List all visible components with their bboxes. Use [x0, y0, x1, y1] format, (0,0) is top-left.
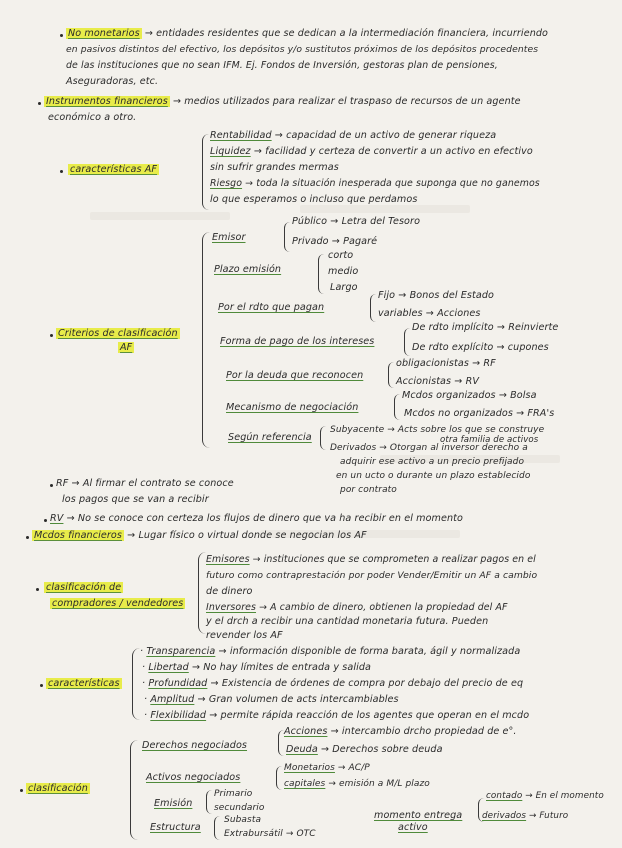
instrumentos-line1: Instrumentos financieros → medios utilizados para realizar el traspaso de recursos de un agente [46, 96, 521, 107]
clasificacion-label: clasificación [28, 783, 88, 794]
ref-derivados3: en un ucto o durante un plazo establecido [336, 471, 531, 481]
bleed-through [300, 205, 470, 213]
clasif-compradores-label1: clasificación de [46, 582, 122, 593]
libertad-row: · Libertad → No hay límites de entrada y salida [142, 662, 372, 673]
emisores-row3: de dinero [206, 586, 253, 597]
flexibilidad-row: · Flexibilidad → permite rápida reacción de los agentes que operan en el mcdo [144, 710, 530, 721]
bullet [50, 484, 53, 487]
riesgo-row2: lo que esperamos o incluso que perdamos [210, 194, 418, 205]
activos-negociados: Activos negociados [146, 772, 241, 783]
no-monetarios-line2: en pasivos distintos del efectivo, los depósitos y/o sustitutos próximos de los depósitos procedentes [66, 44, 539, 55]
criterio-forma-pago: Forma de pago de los intereses [220, 336, 375, 347]
brace [394, 394, 400, 420]
derechos-deuda: Deuda → Derechos sobre deuda [286, 744, 443, 755]
emision-secundario: secundario [214, 803, 265, 813]
brace [132, 648, 140, 720]
brace [198, 552, 206, 634]
plazo-largo: Largo [330, 282, 358, 293]
ref-derivados4: por contrato [340, 485, 397, 495]
plazo-corto: corto [328, 250, 354, 261]
bullet [20, 789, 23, 792]
riesgo-row: Riesgo → toda la situación inesperada que suponga que no ganemos [210, 178, 540, 189]
bullet [44, 519, 47, 522]
estructura: Estructura [150, 822, 201, 833]
inversores-row: Inversores → A cambio de dinero, obtienen la propiedad del AF [206, 602, 508, 613]
brace [130, 740, 139, 840]
brace [276, 766, 282, 790]
emisores-row: Emisores → instituciones que se comprometen a realizar pagos en el [206, 554, 536, 565]
mercados-line1: Mcdos financieros → Lugar físico o virtual donde se negocian los AF [34, 530, 367, 541]
rf-line1: RF → Al firmar el contrato se conoce [56, 478, 234, 489]
momento-entrega2: activo [398, 822, 428, 833]
profundidad-row: · Profundidad → Existencia de órdenes de compra por debajo del precio de eq [142, 678, 524, 689]
activos-capitales: capitales → emisión a M/L plazo [284, 779, 430, 789]
brace [404, 328, 410, 356]
pago-implicito: De rdto implícito → Reinvierte [412, 322, 559, 333]
plazo-medio: medio [328, 266, 359, 277]
criterio-deuda: Por la deuda que reconocen [226, 370, 364, 381]
rf-line2: los pagos que se van a recibir [62, 494, 209, 505]
clasif-compradores-label2: compradores / vendedores [52, 598, 184, 609]
brace [318, 254, 324, 294]
criterio-mecanismo: Mecanismo de negociación [226, 402, 359, 413]
inversores-row2: y el drch a recibir una cantidad monetaria futura. Pueden [206, 616, 489, 627]
rdto-variables: variables → Acciones [378, 308, 481, 319]
no-monetarios-line3: de las instituciones que no sean IFM. Ej. Fondos de Inversión, gestoras plan de pensiones, [66, 60, 498, 71]
criterios-label1: Criterios de clasificación [58, 328, 178, 339]
bullet [26, 536, 29, 539]
brace [320, 426, 326, 450]
emision-primario: Primario [214, 789, 253, 799]
brace [214, 816, 220, 840]
deuda-accionistas: Accionistas → RV [396, 376, 480, 387]
estructura-extrabursatil: Extrabursátil → OTC [224, 829, 316, 839]
activos-monetarios: Monetarios → AC/P [284, 763, 370, 773]
criterio-segun-ref: Según referencia [228, 432, 312, 443]
brace [206, 790, 212, 814]
amplitud-row: · Amplitud → Gran volumen de acts intercambiables [144, 694, 399, 705]
rv-line1: RV → No se conoce con certeza los flujos de dinero que va ha recibir en el momento [50, 513, 464, 524]
no-monetarios-line4: Aseguradoras, etc. [66, 76, 159, 87]
emision: Emisión [154, 798, 193, 809]
derechos-acciones: Acciones → intercambio drcho propiedad de e°. [284, 726, 517, 737]
emisor-publico: Público → Letra del Tesoro [292, 216, 421, 227]
rdto-fijo: Fijo → Bonos del Estado [378, 290, 494, 301]
criterio-rdto: Por el rdto que pagan [218, 302, 325, 313]
criterio-plazo: Plazo emisión [214, 264, 282, 275]
ref-subyacente: Subyacente → Acts sobre los que se construye [330, 425, 545, 435]
bullet [50, 334, 53, 337]
mecanismo-organizados: Mcdos organizados → Bolsa [402, 390, 537, 401]
bullet [60, 170, 63, 173]
bleed-through [90, 212, 230, 220]
deuda-obligacionistas: obligacionistas → RF [396, 358, 496, 369]
brace [284, 222, 290, 252]
caracteristicas-mcdos-label: características [48, 678, 120, 689]
transparencia-row: · Transparencia → información disponible de forma barata, ágil y normalizada [140, 646, 521, 657]
pago-explicito: De rdto explícito → cupones [412, 342, 549, 353]
bullet [60, 34, 63, 37]
criterio-emisor: Emisor [212, 232, 246, 243]
brace [388, 362, 394, 388]
momento-derivados: derivados → Futuro [482, 811, 569, 821]
mecanismo-no-organizados: Mcdos no organizados → FRA's [404, 408, 555, 419]
derechos-negociados: Derechos negociados [142, 740, 248, 751]
ref-derivados2: adquirir ese activo a un precio prefijado [340, 457, 525, 467]
rentabilidad-row: Rentabilidad → capacidad de un activo de generar riqueza [210, 130, 497, 141]
caracteristicas-af-label: características AF [70, 164, 158, 175]
no-monetarios-line1: No monetarios → entidades residentes que se dedican a la intermediación financiera, incurriendo [68, 28, 549, 39]
brace [202, 232, 211, 448]
emisor-privado: Privado → Pagaré [292, 236, 378, 247]
momento-entrega: momento entrega [374, 810, 463, 821]
bullet [38, 102, 41, 105]
criterios-label2: AF [120, 342, 133, 353]
ref-derivados: Derivados → Otorgan al inversor derecho a [330, 443, 528, 453]
inversores-row3: revender los AF [206, 630, 283, 641]
liquidez-row2: sin sufrir grandes mermas [210, 162, 339, 173]
brace [370, 294, 376, 322]
emisores-row2: futuro como contraprestación por poder Vender/Emitir un AF a cambio [206, 570, 538, 581]
bullet [40, 684, 43, 687]
instrumentos-line2: económico a otro. [48, 112, 137, 123]
brace [202, 134, 209, 210]
ref-subyacente2: otra familia de activos [440, 435, 539, 445]
liquidez-row: Liquidez → facilidad y certeza de convertir a un activo en efectivo [210, 146, 533, 157]
momento-contado: contado → En el momento [486, 791, 604, 801]
estructura-subasta: Subasta [224, 815, 262, 825]
bullet [36, 588, 39, 591]
